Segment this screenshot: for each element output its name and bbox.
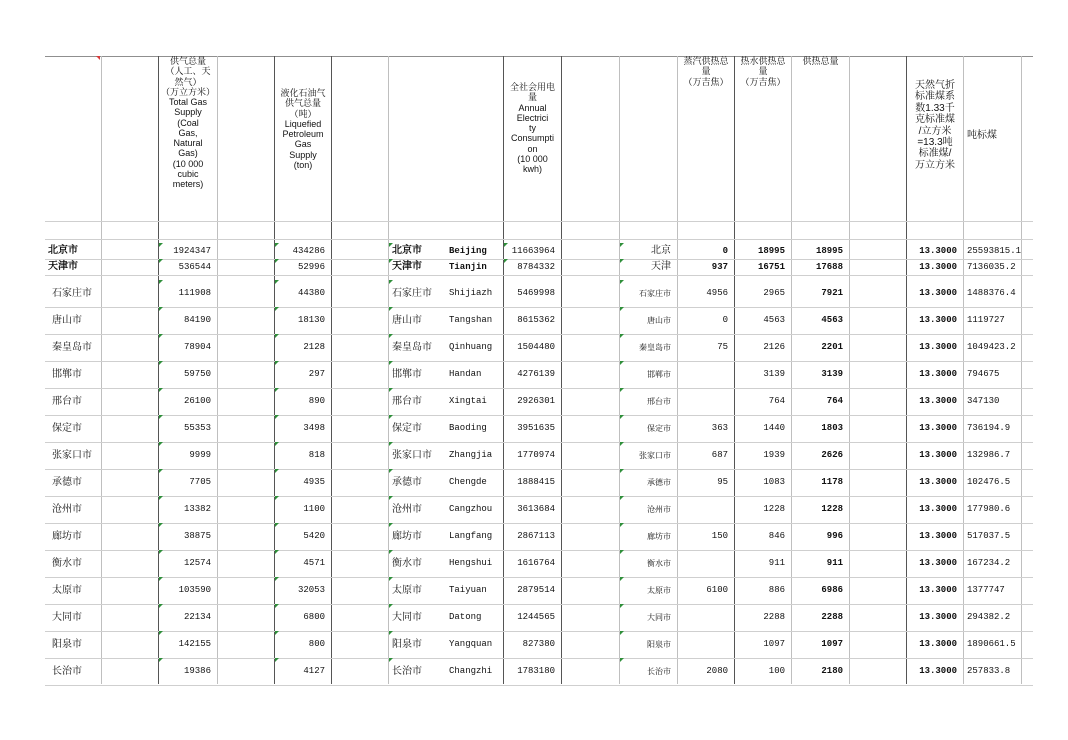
cell-city_en[interactable]: Langfang bbox=[449, 531, 493, 541]
cell-note-marker bbox=[620, 259, 624, 263]
cell-hot_water[interactable]: 16751 bbox=[757, 262, 785, 272]
cell-note-marker bbox=[620, 550, 624, 554]
cell-coef[interactable]: 13.3000 bbox=[919, 342, 957, 352]
grid-line-data-start bbox=[45, 239, 1033, 240]
cell-electricity[interactable]: 4276139 bbox=[517, 369, 555, 379]
cell-total_heat[interactable]: 4563 bbox=[821, 315, 843, 325]
cell-city_cn_2[interactable]: 承德市 bbox=[392, 477, 422, 488]
cell-note-marker bbox=[620, 334, 624, 338]
cell-hot_water[interactable]: 1939 bbox=[763, 450, 785, 460]
cell-note-marker bbox=[275, 415, 279, 419]
cell-total_gas[interactable]: 12574 bbox=[183, 558, 211, 568]
cell-total_heat[interactable]: 1097 bbox=[821, 639, 843, 649]
cell-total_heat[interactable]: 2201 bbox=[821, 342, 843, 352]
cell-note-marker bbox=[504, 259, 508, 263]
cell-note-marker bbox=[275, 243, 279, 247]
cell-coef[interactable]: 13.3000 bbox=[919, 315, 957, 325]
cell-note-marker bbox=[620, 415, 624, 419]
cell-electricity[interactable]: 1616764 bbox=[517, 558, 555, 568]
cell-city_cn_2[interactable]: 廊坊市 bbox=[392, 531, 422, 542]
header-lpg-supply: 液化石油气 供气总量 （吨） Liquefied Petroleum Gas Supply (ton) bbox=[280, 88, 326, 170]
cell-city_en[interactable]: Tianjin bbox=[449, 262, 487, 272]
cell-city_cn_2[interactable]: 唐山市 bbox=[392, 315, 422, 326]
cell-city_short[interactable]: 唐山市 bbox=[647, 316, 671, 325]
cell-lpg[interactable]: 6800 bbox=[303, 612, 325, 622]
cell-electricity[interactable]: 827380 bbox=[522, 639, 555, 649]
cell-total_heat[interactable]: 764 bbox=[826, 396, 843, 406]
cell-total_heat[interactable]: 3139 bbox=[821, 369, 843, 379]
cell-steam[interactable] bbox=[678, 388, 734, 415]
cell-note-marker bbox=[159, 243, 163, 247]
cell-coal[interactable]: 25593815.1 bbox=[967, 246, 1022, 256]
cell-note-marker bbox=[159, 658, 163, 662]
cell-hot_water[interactable]: 4563 bbox=[763, 315, 785, 325]
cell-city_en[interactable]: Taiyuan bbox=[449, 585, 487, 595]
cell-note-marker bbox=[159, 307, 163, 311]
cell-coal[interactable]: 7136035.2 bbox=[967, 262, 1016, 272]
cell-note-marker bbox=[620, 523, 624, 527]
cell-coef[interactable]: 13.3000 bbox=[919, 396, 957, 406]
cell-note-marker bbox=[159, 388, 163, 392]
cell-coal[interactable]: 1890661.5 bbox=[967, 639, 1016, 649]
cell-note-marker bbox=[275, 361, 279, 365]
cell-note-marker bbox=[275, 658, 279, 662]
cell-total_heat[interactable]: 911 bbox=[826, 558, 843, 568]
header-electricity: 全社会用电 量 Annual Electrici ty Consumpti on (10 000 kwh) bbox=[509, 82, 555, 174]
cell-coal[interactable]: 102476.5 bbox=[967, 477, 1011, 487]
cell-coef[interactable]: 13.3000 bbox=[919, 531, 957, 541]
cell-city_cn_2[interactable]: 沧州市 bbox=[392, 504, 422, 515]
cell-hot_water[interactable]: 3139 bbox=[763, 369, 785, 379]
cell-hot_water[interactable]: 100 bbox=[768, 666, 785, 676]
cell-coef[interactable]: 13.3000 bbox=[919, 558, 957, 568]
cell-note-marker bbox=[389, 243, 393, 247]
cell-city_cn[interactable]: 太原市 bbox=[52, 585, 82, 596]
cell-note-marker bbox=[389, 631, 393, 635]
cell-city_short[interactable]: 沧州市 bbox=[647, 505, 671, 514]
cell-total_heat[interactable]: 17688 bbox=[815, 262, 843, 272]
cell-note-marker bbox=[159, 334, 163, 338]
cell-note-marker bbox=[389, 469, 393, 473]
cell-total_heat[interactable]: 7921 bbox=[821, 288, 843, 298]
header-steam-heat: 蒸汽供热总 量 （万吉焦） bbox=[683, 56, 729, 87]
cell-city_cn[interactable]: 阳泉市 bbox=[52, 639, 82, 650]
cell-total_gas[interactable]: 19386 bbox=[183, 666, 211, 676]
cell-note-marker bbox=[620, 496, 624, 500]
cell-city_cn[interactable]: 天津市 bbox=[48, 261, 78, 272]
cell-note-marker bbox=[620, 442, 624, 446]
header-hot-water-heat: 热水供热总 量 （万吉焦） bbox=[740, 56, 786, 87]
cell-electricity[interactable]: 5469998 bbox=[517, 288, 555, 298]
cell-hot_water[interactable]: 911 bbox=[768, 558, 785, 568]
cell-hot_water[interactable]: 886 bbox=[768, 585, 785, 595]
cell-city_en[interactable]: Datong bbox=[449, 612, 482, 622]
cell-note-marker bbox=[620, 631, 624, 635]
cell-lpg[interactable]: 32053 bbox=[297, 585, 325, 595]
cell-electricity[interactable]: 2867113 bbox=[517, 531, 555, 541]
cell-city_cn_2[interactable]: 保定市 bbox=[392, 423, 422, 434]
cell-city_short[interactable]: 石家庄市 bbox=[639, 289, 671, 298]
cell-electricity[interactable]: 1244565 bbox=[517, 612, 555, 622]
cell-note-marker bbox=[620, 658, 624, 662]
cell-city_en[interactable]: Yangquan bbox=[449, 639, 493, 649]
cell-note-marker bbox=[275, 334, 279, 338]
table-row-divider bbox=[45, 275, 1033, 276]
cell-steam[interactable]: 75 bbox=[717, 342, 728, 352]
cell-hot_water[interactable]: 18995 bbox=[757, 246, 785, 256]
cell-city_cn[interactable]: 承德市 bbox=[52, 477, 82, 488]
cell-electricity[interactable]: 11663964 bbox=[511, 246, 555, 256]
cell-lpg[interactable]: 800 bbox=[308, 639, 325, 649]
cell-note-marker bbox=[159, 523, 163, 527]
cell-city_en[interactable]: Cangzhou bbox=[449, 504, 493, 514]
cell-coef[interactable]: 13.3000 bbox=[919, 262, 957, 272]
cell-note-marker bbox=[389, 334, 393, 338]
cell-coef[interactable]: 13.3000 bbox=[919, 639, 957, 649]
cell-city_en[interactable]: Handan bbox=[449, 369, 482, 379]
cell-city_short[interactable]: 保定市 bbox=[647, 424, 671, 433]
cell-coef[interactable]: 13.3000 bbox=[919, 369, 957, 379]
cell-note-marker bbox=[275, 388, 279, 392]
cell-total_heat[interactable]: 18995 bbox=[815, 246, 843, 256]
cell-coef[interactable]: 13.3000 bbox=[919, 666, 957, 676]
cell-steam[interactable]: 687 bbox=[711, 450, 728, 460]
cell-city_cn[interactable]: 廊坊市 bbox=[52, 531, 82, 542]
header-ton-coal: 吨标煤 bbox=[967, 130, 997, 141]
cell-city_cn[interactable]: 秦皇岛市 bbox=[52, 342, 92, 353]
cell-coal[interactable]: 167234.2 bbox=[967, 558, 1011, 568]
cell-note-marker bbox=[620, 280, 624, 284]
cell-note-marker bbox=[275, 469, 279, 473]
cell-note-marker bbox=[159, 631, 163, 635]
spreadsheet-sheet bbox=[45, 56, 1033, 684]
cell-note-marker bbox=[389, 604, 393, 608]
cell-coal[interactable]: 1049423.2 bbox=[967, 342, 1016, 352]
cell-city_short[interactable]: 邢台市 bbox=[647, 397, 671, 406]
cell-city_cn[interactable]: 大同市 bbox=[52, 612, 82, 623]
cell-city_en[interactable]: Chengde bbox=[449, 477, 487, 487]
cell-steam[interactable]: 937 bbox=[711, 262, 728, 272]
cell-coal[interactable]: 1377747 bbox=[967, 585, 1005, 595]
cell-steam[interactable]: 150 bbox=[711, 531, 728, 541]
grid-line-col-h bbox=[561, 56, 562, 684]
cell-electricity[interactable]: 8615362 bbox=[517, 315, 555, 325]
cell-hot_water[interactable]: 846 bbox=[768, 531, 785, 541]
cell-total_gas[interactable]: 59750 bbox=[183, 369, 211, 379]
cell-total_heat[interactable]: 2180 bbox=[821, 666, 843, 676]
comment-marker bbox=[96, 56, 100, 60]
cell-note-marker bbox=[159, 442, 163, 446]
cell-steam[interactable]: 4956 bbox=[706, 288, 728, 298]
cell-note-marker bbox=[275, 631, 279, 635]
cell-note-marker bbox=[389, 523, 393, 527]
cell-note-marker bbox=[620, 243, 624, 247]
header-total-heat: 供热总量 bbox=[802, 56, 839, 66]
cell-note-marker bbox=[389, 577, 393, 581]
cell-electricity[interactable]: 1888415 bbox=[517, 477, 555, 487]
cell-lpg[interactable]: 4935 bbox=[303, 477, 325, 487]
cell-city_cn[interactable]: 北京市 bbox=[48, 245, 78, 256]
cell-city_cn_2[interactable]: 太原市 bbox=[392, 585, 422, 596]
cell-electricity[interactable]: 2926301 bbox=[517, 396, 555, 406]
cell-electricity[interactable]: 1783180 bbox=[517, 666, 555, 676]
cell-note-marker bbox=[275, 259, 279, 263]
cell-total_gas[interactable]: 1924347 bbox=[173, 246, 211, 256]
cell-steam[interactable] bbox=[678, 631, 734, 658]
cell-lpg[interactable]: 434286 bbox=[292, 246, 325, 256]
cell-note-marker bbox=[389, 307, 393, 311]
cell-steam[interactable]: 95 bbox=[717, 477, 728, 487]
cell-steam[interactable] bbox=[678, 550, 734, 577]
cell-total_gas[interactable]: 142155 bbox=[178, 639, 211, 649]
cell-coal[interactable]: 177980.6 bbox=[967, 504, 1011, 514]
cell-steam[interactable]: 6100 bbox=[706, 585, 728, 595]
cell-note-marker bbox=[620, 307, 624, 311]
cell-coal[interactable]: 294382.2 bbox=[967, 612, 1011, 622]
cell-city_cn[interactable]: 石家庄市 bbox=[52, 288, 92, 299]
cell-note-marker bbox=[389, 550, 393, 554]
cell-city_short[interactable]: 长治市 bbox=[647, 667, 671, 676]
cell-steam[interactable] bbox=[678, 496, 734, 523]
cell-note-marker bbox=[389, 361, 393, 365]
cell-total_heat[interactable]: 2626 bbox=[821, 450, 843, 460]
cell-total_gas[interactable]: 7705 bbox=[189, 477, 211, 487]
cell-city_en[interactable]: Tangshan bbox=[449, 315, 493, 325]
cell-total_heat[interactable]: 1178 bbox=[821, 477, 843, 487]
cell-coal[interactable]: 1119727 bbox=[967, 315, 1005, 325]
cell-note-marker bbox=[620, 469, 624, 473]
cell-city_cn_2[interactable]: 长治市 bbox=[392, 666, 422, 677]
cell-city_cn[interactable]: 保定市 bbox=[52, 423, 82, 434]
grid-line-col-e bbox=[331, 56, 332, 684]
header-total-gas-supply: 供气总量 （人工、天 然气） （万立方米） Total Gas Supply (Coal Gas, Natural Gas) (10 000 cubic meters) bbox=[160, 56, 215, 189]
cell-total_gas[interactable]: 26100 bbox=[183, 396, 211, 406]
cell-electricity[interactable]: 2879514 bbox=[517, 585, 555, 595]
cell-lpg[interactable]: 4571 bbox=[303, 558, 325, 568]
cell-total_gas[interactable]: 13382 bbox=[183, 504, 211, 514]
cell-city_short[interactable]: 承德市 bbox=[647, 478, 671, 487]
cell-lpg[interactable]: 2128 bbox=[303, 342, 325, 352]
cell-electricity[interactable]: 8784332 bbox=[517, 262, 555, 272]
cell-note-marker bbox=[275, 550, 279, 554]
cell-note-marker bbox=[275, 442, 279, 446]
cell-note-marker bbox=[159, 361, 163, 365]
cell-city_en[interactable]: Zhangjia bbox=[449, 450, 493, 460]
cell-lpg[interactable]: 18130 bbox=[297, 315, 325, 325]
cell-city_en[interactable]: Shijiazh bbox=[449, 288, 493, 298]
cell-coal[interactable]: 347130 bbox=[967, 396, 1000, 406]
cell-electricity[interactable]: 1770974 bbox=[517, 450, 555, 460]
cell-note-marker bbox=[389, 415, 393, 419]
cell-city_en[interactable]: Changzhi bbox=[449, 666, 493, 676]
cell-total_gas[interactable]: 536544 bbox=[178, 262, 211, 272]
cell-hot_water[interactable]: 1097 bbox=[763, 639, 785, 649]
cell-city_cn[interactable]: 衡水市 bbox=[52, 558, 82, 569]
cell-total_heat[interactable]: 2288 bbox=[821, 612, 843, 622]
cell-city_short[interactable]: 张家口市 bbox=[639, 451, 671, 460]
cell-note-marker bbox=[620, 604, 624, 608]
cell-lpg[interactable]: 1100 bbox=[303, 504, 325, 514]
cell-note-marker bbox=[275, 523, 279, 527]
cell-city_en[interactable]: Hengshui bbox=[449, 558, 493, 568]
cell-coal[interactable]: 794675 bbox=[967, 369, 1000, 379]
cell-city_short[interactable]: 天津 bbox=[651, 261, 671, 272]
cell-coal[interactable]: 257833.8 bbox=[967, 666, 1011, 676]
cell-city_en[interactable]: Qinhuang bbox=[449, 342, 493, 352]
table-row-divider bbox=[45, 685, 1033, 686]
cell-electricity[interactable]: 3613684 bbox=[517, 504, 555, 514]
cell-city_cn_2[interactable]: 邯郸市 bbox=[392, 369, 422, 380]
cell-lpg[interactable]: 3498 bbox=[303, 423, 325, 433]
cell-coal[interactable]: 132986.7 bbox=[967, 450, 1011, 460]
cell-total_heat[interactable]: 1803 bbox=[821, 423, 843, 433]
cell-lpg[interactable]: 4127 bbox=[303, 666, 325, 676]
cell-note-marker bbox=[504, 243, 508, 247]
cell-coef[interactable]: 13.3000 bbox=[919, 477, 957, 487]
cell-total_gas[interactable]: 55353 bbox=[183, 423, 211, 433]
cell-lpg[interactable]: 44380 bbox=[297, 288, 325, 298]
cell-hot_water[interactable]: 2965 bbox=[763, 288, 785, 298]
cell-note-marker bbox=[159, 469, 163, 473]
cell-note-marker bbox=[275, 496, 279, 500]
cell-hot_water[interactable]: 764 bbox=[768, 396, 785, 406]
cell-note-marker bbox=[159, 550, 163, 554]
cell-city_cn_2[interactable]: 衡水市 bbox=[392, 558, 422, 569]
grid-line-col-m bbox=[849, 56, 850, 684]
cell-lpg[interactable]: 818 bbox=[308, 450, 325, 460]
cell-steam[interactable]: 0 bbox=[722, 246, 728, 256]
cell-lpg[interactable]: 297 bbox=[308, 369, 325, 379]
grid-line-header-bottom bbox=[45, 221, 1033, 222]
cell-steam[interactable] bbox=[678, 361, 734, 388]
cell-city_short[interactable]: 太原市 bbox=[647, 586, 671, 595]
cell-note-marker bbox=[159, 577, 163, 581]
cell-total_gas[interactable]: 84190 bbox=[183, 315, 211, 325]
cell-total_gas[interactable]: 38875 bbox=[183, 531, 211, 541]
cell-city_short[interactable]: 北京 bbox=[651, 245, 671, 256]
cell-note-marker bbox=[275, 307, 279, 311]
cell-note-marker bbox=[159, 259, 163, 263]
cell-note-marker bbox=[159, 280, 163, 284]
cell-city_short[interactable]: 阳泉市 bbox=[647, 640, 671, 649]
cell-note-marker bbox=[389, 280, 393, 284]
cell-city_cn[interactable]: 沧州市 bbox=[52, 504, 82, 515]
cell-city_en[interactable]: Beijing bbox=[449, 246, 487, 256]
cell-city_cn_2[interactable]: 天津市 bbox=[392, 261, 422, 272]
cell-total_gas[interactable]: 22134 bbox=[183, 612, 211, 622]
cell-hot_water[interactable]: 2288 bbox=[763, 612, 785, 622]
cell-note-marker bbox=[389, 658, 393, 662]
cell-note-marker bbox=[275, 280, 279, 284]
cell-city_cn[interactable]: 长治市 bbox=[52, 666, 82, 677]
cell-coef[interactable]: 13.3000 bbox=[919, 246, 957, 256]
cell-steam[interactable]: 2080 bbox=[706, 666, 728, 676]
cell-note-marker bbox=[159, 496, 163, 500]
cell-coef[interactable]: 13.3000 bbox=[919, 504, 957, 514]
cell-note-marker bbox=[620, 361, 624, 365]
cell-city_cn_2[interactable]: 北京市 bbox=[392, 245, 422, 256]
cell-hot_water[interactable]: 1440 bbox=[763, 423, 785, 433]
cell-total_heat[interactable]: 996 bbox=[826, 531, 843, 541]
cell-note-marker bbox=[159, 604, 163, 608]
cell-city_cn_2[interactable]: 张家口市 bbox=[392, 450, 432, 461]
cell-note-marker bbox=[275, 577, 279, 581]
cell-note-marker bbox=[159, 415, 163, 419]
cell-lpg[interactable]: 5420 bbox=[303, 531, 325, 541]
cell-steam[interactable] bbox=[678, 604, 734, 631]
cell-lpg[interactable]: 890 bbox=[308, 396, 325, 406]
cell-city_cn_2[interactable]: 阳泉市 bbox=[392, 639, 422, 650]
cell-coef[interactable]: 13.3000 bbox=[919, 423, 957, 433]
cell-city_cn_2[interactable]: 邢台市 bbox=[392, 396, 422, 407]
cell-city_cn_2[interactable]: 秦皇岛市 bbox=[392, 342, 432, 353]
cell-city_short[interactable]: 廊坊市 bbox=[647, 532, 671, 541]
cell-total_gas[interactable]: 9999 bbox=[189, 450, 211, 460]
cell-note-marker bbox=[275, 604, 279, 608]
grid-line-col-c bbox=[217, 56, 218, 684]
cell-coef[interactable]: 13.3000 bbox=[919, 585, 957, 595]
cell-coef[interactable]: 13.3000 bbox=[919, 450, 957, 460]
cell-city_cn[interactable]: 邯郸市 bbox=[52, 369, 82, 380]
cell-city_en[interactable]: Xingtai bbox=[449, 396, 487, 406]
cell-note-marker bbox=[620, 388, 624, 392]
cell-total_heat[interactable]: 6986 bbox=[821, 585, 843, 595]
cell-steam[interactable]: 363 bbox=[711, 423, 728, 433]
cell-lpg[interactable]: 52996 bbox=[297, 262, 325, 272]
cell-city_cn[interactable]: 唐山市 bbox=[52, 315, 82, 326]
cell-city_short[interactable]: 衡水市 bbox=[647, 559, 671, 568]
cell-city_cn[interactable]: 邢台市 bbox=[52, 396, 82, 407]
cell-electricity[interactable]: 1504480 bbox=[517, 342, 555, 352]
cell-coef[interactable]: 13.3000 bbox=[919, 612, 957, 622]
cell-city_cn_2[interactable]: 大同市 bbox=[392, 612, 422, 623]
cell-city_short[interactable]: 大同市 bbox=[647, 613, 671, 622]
cell-hot_water[interactable]: 1083 bbox=[763, 477, 785, 487]
cell-note-marker bbox=[389, 496, 393, 500]
cell-total_heat[interactable]: 1228 bbox=[821, 504, 843, 514]
cell-hot_water[interactable]: 1228 bbox=[763, 504, 785, 514]
cell-note-marker bbox=[389, 442, 393, 446]
header-conversion-factor: 天然气折 标准煤系 数1.33千 克标准煤 /立方米 =13.3吨 标准煤/ 万立方米 bbox=[915, 80, 955, 171]
cell-coef[interactable]: 13.3000 bbox=[919, 288, 957, 298]
cell-coal[interactable]: 736194.9 bbox=[967, 423, 1011, 433]
cell-total_gas[interactable]: 78904 bbox=[183, 342, 211, 352]
cell-coal[interactable]: 1488376.4 bbox=[967, 288, 1016, 298]
cell-city_short[interactable]: 邯郸市 bbox=[647, 370, 671, 379]
cell-hot_water[interactable]: 2126 bbox=[763, 342, 785, 352]
cell-city_en[interactable]: Baoding bbox=[449, 423, 487, 433]
cell-coal[interactable]: 517037.5 bbox=[967, 531, 1011, 541]
cell-electricity[interactable]: 3951635 bbox=[517, 423, 555, 433]
cell-city_cn[interactable]: 张家口市 bbox=[52, 450, 92, 461]
cell-total_gas[interactable]: 103590 bbox=[178, 585, 211, 595]
cell-total_gas[interactable]: 111908 bbox=[178, 288, 211, 298]
cell-note-marker bbox=[389, 259, 393, 263]
cell-city_cn_2[interactable]: 石家庄市 bbox=[392, 288, 432, 299]
cell-note-marker bbox=[389, 388, 393, 392]
cell-steam[interactable]: 0 bbox=[722, 315, 728, 325]
cell-note-marker bbox=[620, 577, 624, 581]
cell-city_short[interactable]: 秦皇岛市 bbox=[639, 343, 671, 352]
